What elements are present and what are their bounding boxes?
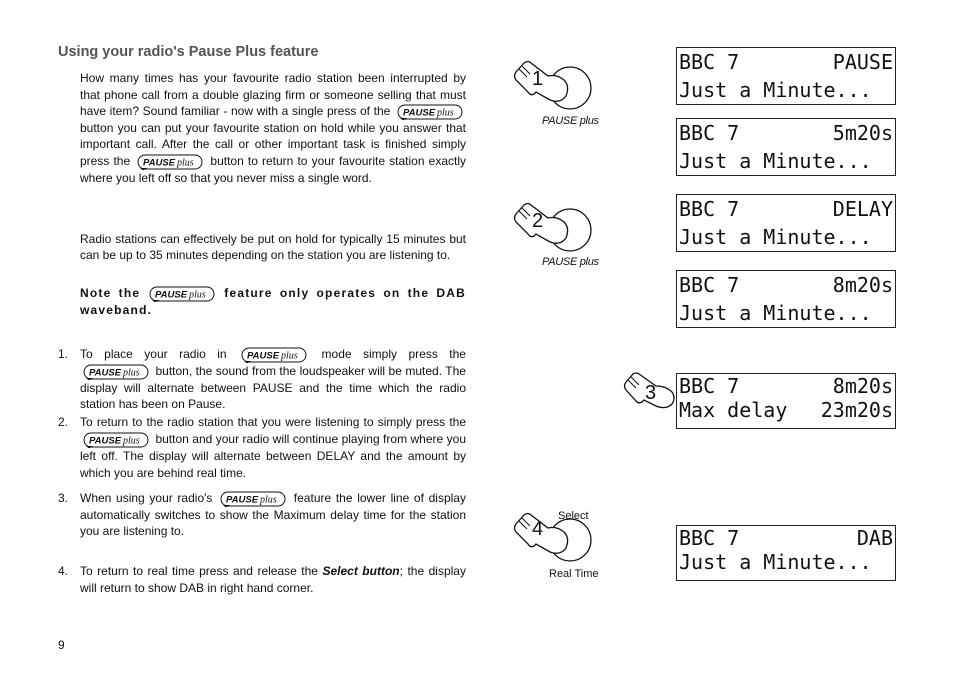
real-time-caption: Real Time (549, 568, 599, 580)
pause-plus-caption: PAUSE plus (542, 256, 599, 268)
pause-plus-logo-icon (220, 491, 286, 507)
lcd-line-1-right: DELAY (832, 197, 893, 221)
pause-plus-logo-icon (397, 104, 463, 120)
lcd-line-1-left: BBC 7 (679, 197, 740, 221)
intro-text-3: button to return to your favourite station exactly where you left off so that you never miss a single word. (80, 153, 466, 185)
lcd-line-1-right: PAUSE (832, 50, 893, 74)
intro-text-1: How many times has your favourite radio station been interrupted by that phone call from a double glazing firm or someone selling that must have item? Sound familiar - now with a single press of the (80, 71, 466, 118)
lcd-line-1-right: DAB (856, 526, 893, 550)
lcd-display (676, 47, 896, 105)
page-number: 9 (58, 638, 65, 652)
button-3-illustration (622, 368, 682, 415)
step-number-badge: 4 (532, 518, 544, 540)
lcd-line-2-left: Just a Minute... (679, 301, 872, 325)
button-2-illustration (512, 196, 602, 261)
step-text: To return to real time press and release the (80, 564, 318, 578)
lcd-display (676, 525, 896, 581)
pause-plus-logo-icon (149, 286, 215, 302)
pause-plus-logo-icon (83, 364, 149, 380)
pause-plus-caption: PAUSE plus (542, 115, 599, 127)
lcd-display (676, 373, 896, 429)
step-4-text (80, 563, 466, 596)
step-number: 2. (58, 415, 69, 429)
step-text: To place your radio in (80, 347, 227, 361)
pause-plus-logo-icon (137, 154, 203, 170)
intro-text-2: button you can put your favourite station on hold while you answer that important call. After the call or other important task is finished simply press the (80, 120, 466, 168)
step-text: mode simply press the (321, 347, 466, 361)
step-number-badge: 2 (532, 210, 544, 232)
step-number-badge: 3 (645, 382, 657, 404)
button-1-illustration (512, 54, 602, 119)
lcd-display (676, 118, 896, 176)
lcd-line-1-left: BBC 7 (679, 273, 740, 297)
pause-plus-logo-icon (83, 432, 149, 448)
lcd-line-1-right: 8m20s (832, 273, 893, 297)
step-number: 3. (58, 491, 69, 505)
step-2-text (80, 414, 466, 482)
step-number: 1. (58, 347, 69, 361)
lcd-display (676, 194, 896, 252)
pause-plus-logo-icon (241, 347, 307, 363)
lcd-line-2-right: 23m20s (820, 398, 893, 422)
section-heading: Using your radio's Pause Plus feature (58, 44, 319, 60)
note-paragraph (80, 285, 466, 318)
pointing-hand-icon (512, 196, 602, 256)
lcd-line-1-left: BBC 7 (679, 121, 740, 145)
lcd-line-1-right: 8m20s (832, 374, 893, 398)
step-text: To return to the radio station that you were listening to simply press the (80, 415, 466, 429)
lcd-line-2-left: Just a Minute... (679, 149, 872, 173)
step-text: button, the sound from the loudspeaker will be muted. The display will alternate between PAUSE and the time which the radio station has been on Pause. (80, 363, 466, 412)
step-number-badge: 1 (532, 68, 544, 90)
hold-paragraph: Radio stations can effectively be put on hold for typically 15 minutes but can be up to 35 minutes depending on the station you are listening to. (80, 232, 466, 262)
step-text: ; the display will return to show DAB in right hand corner. (80, 564, 466, 595)
lcd-line-2-left: Max delay (679, 398, 788, 422)
step-text: feature the lower line of display automatically switches to show the Maximum delay time for the station you are listening to. (80, 491, 466, 539)
step-text: When using your radio's (80, 491, 213, 505)
lcd-line-1-left: BBC 7 (679, 374, 740, 398)
lcd-line-1-left: BBC 7 (679, 526, 740, 550)
lcd-line-2-left: Just a Minute... (679, 225, 872, 249)
select-caption: Select (558, 510, 589, 522)
intro-paragraph (80, 70, 466, 186)
step-3-text (80, 490, 466, 540)
note-text-1: Note the (80, 286, 141, 300)
step-number: 4. (58, 564, 69, 578)
lcd-line-1-right: 5m20s (832, 121, 893, 145)
step-1-text (80, 346, 466, 413)
lcd-display (676, 270, 896, 328)
lcd-line-1-left: BBC 7 (679, 50, 740, 74)
step-text: button and your radio will continue playing from where you left off. The display will alternate between DELAY and the amount by which you are behind real time. (80, 432, 466, 480)
note-text-2: feature only operates on the DAB waveband. (80, 286, 466, 317)
lcd-line-2-left: Just a Minute... (679, 550, 872, 574)
pointing-hand-icon (512, 54, 602, 114)
select-button-label: Select button (322, 564, 400, 578)
lcd-line-2-left: Just a Minute... (679, 78, 872, 102)
